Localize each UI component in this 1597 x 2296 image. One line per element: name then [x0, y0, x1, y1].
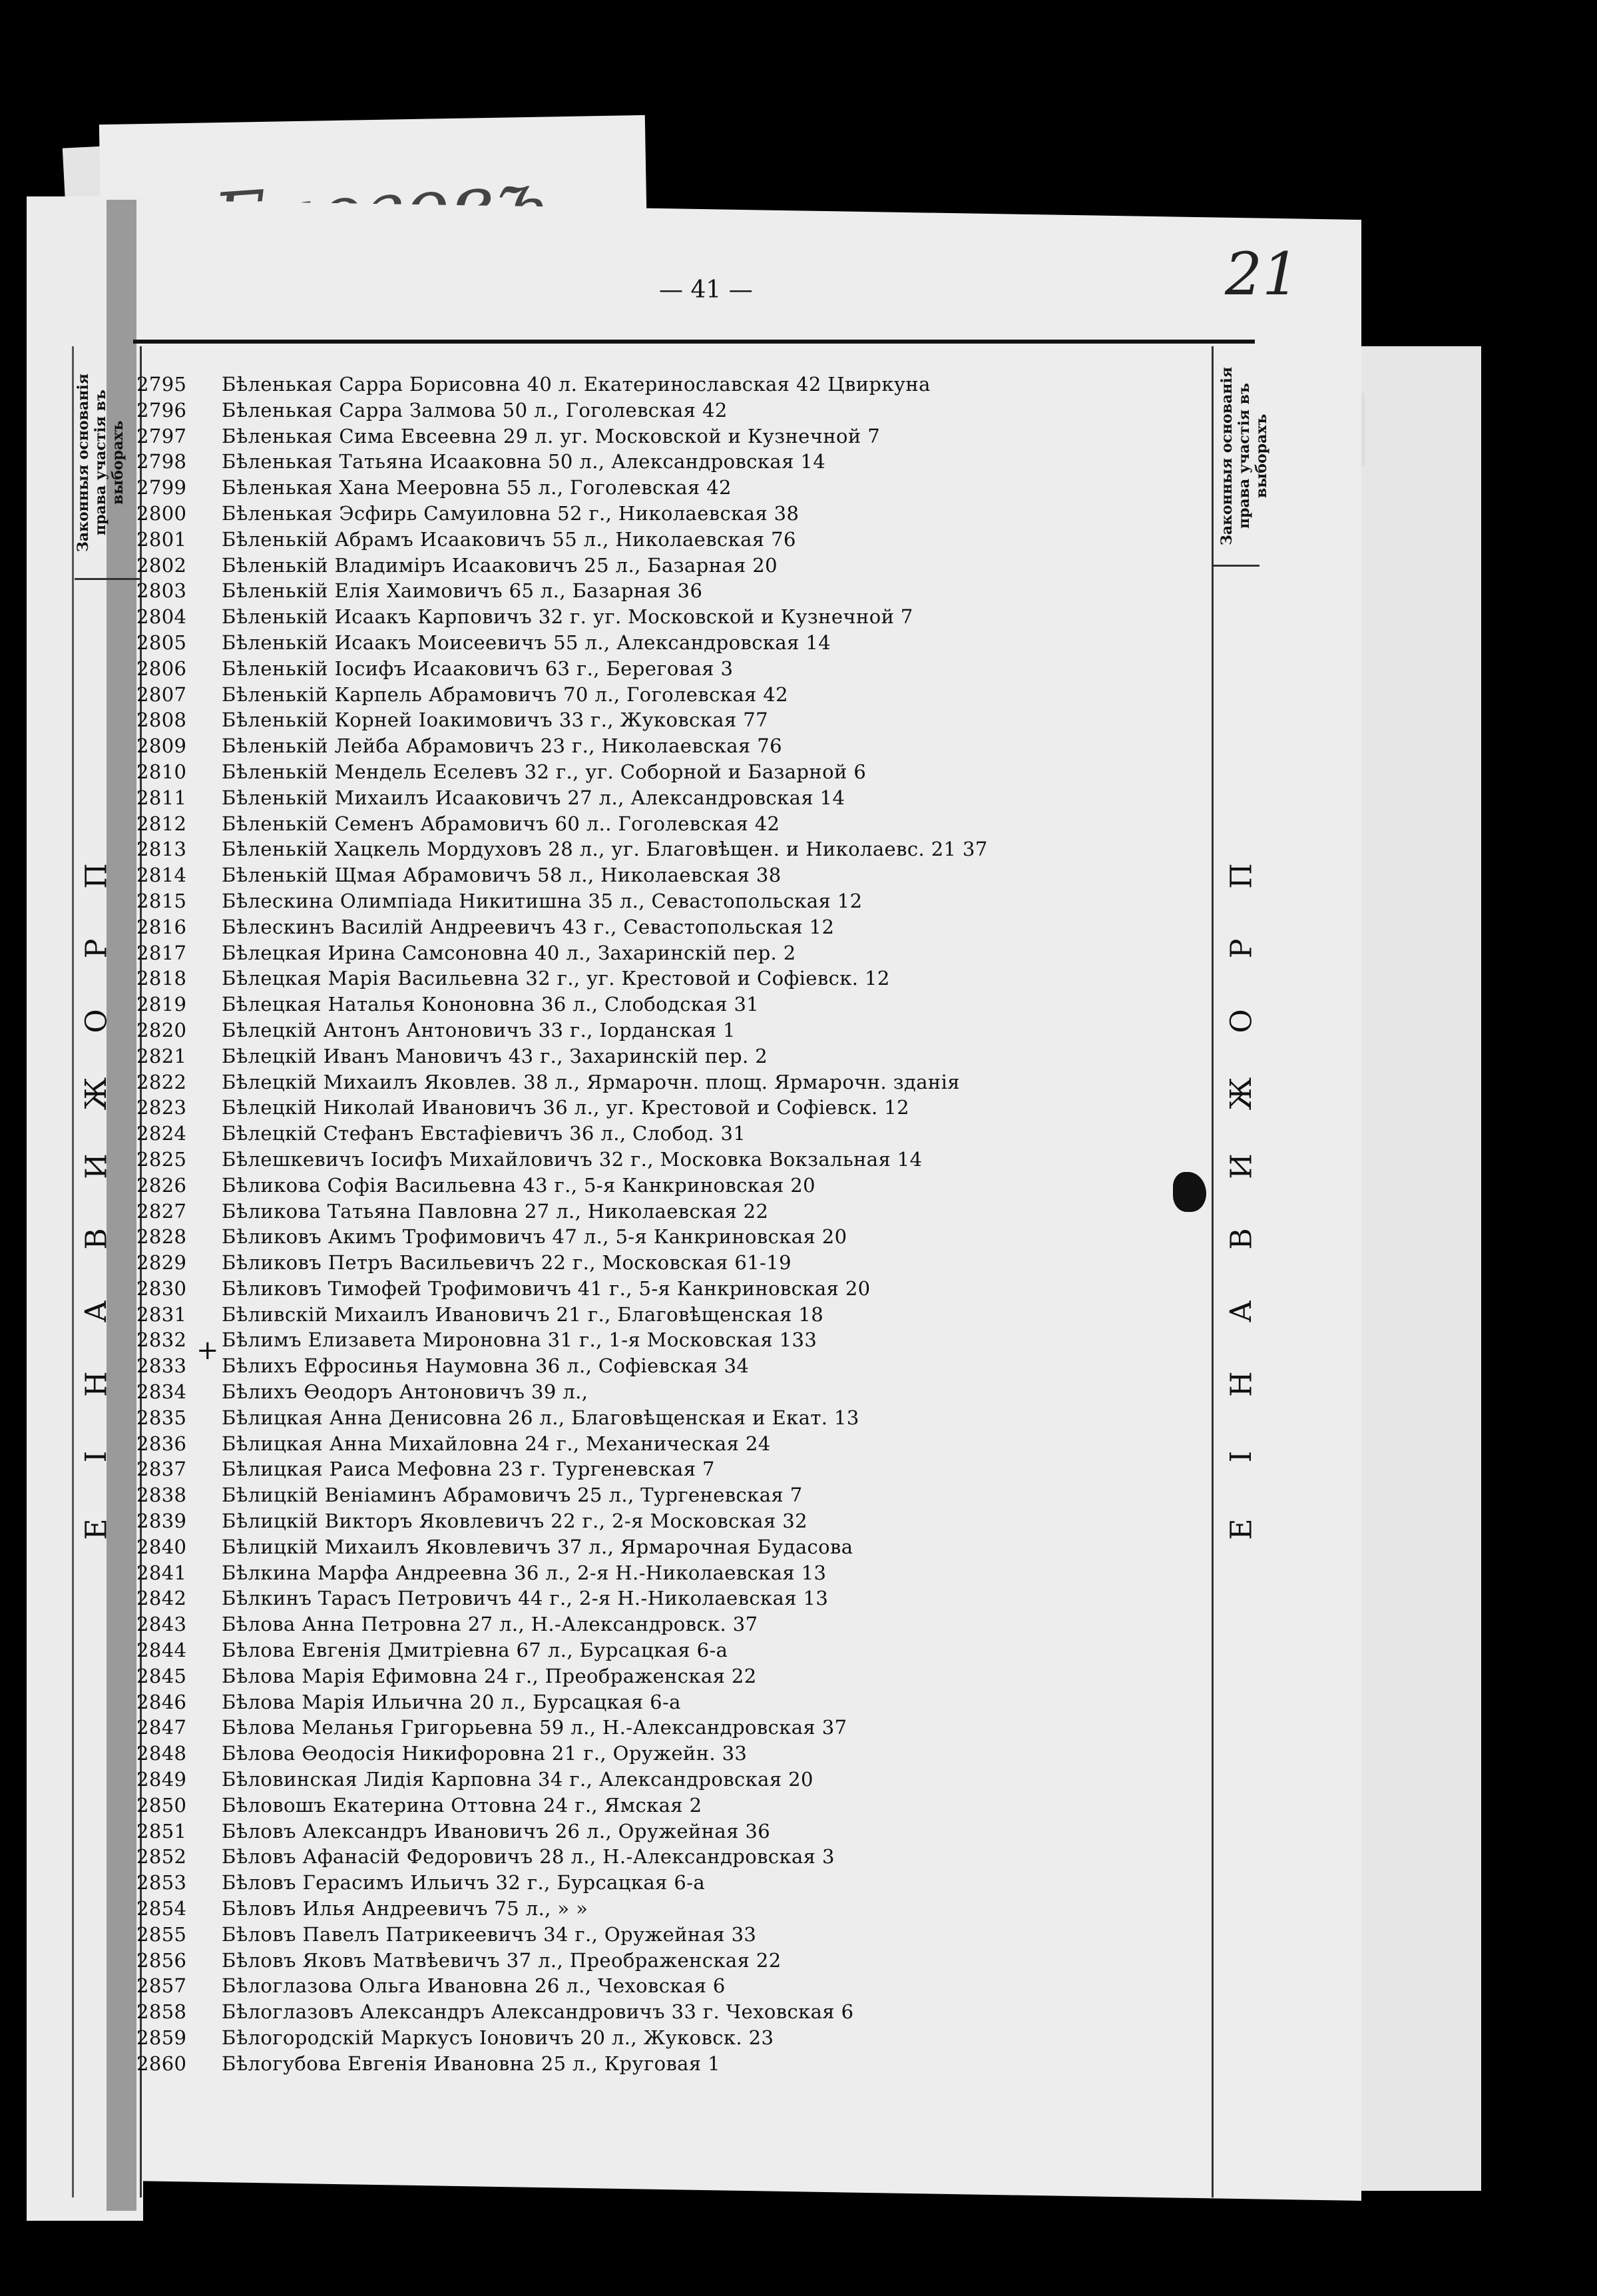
entry-text: Бѣлова Евгенія Дмитріевна 67 л., Бурсацкая 6-а	[222, 1639, 728, 1662]
list-item	[136, 1225, 1228, 1251]
entry-text: Бѣленькая Сарра Борисовна 40 л. Екатеринославская 42 Цвиркуна	[222, 373, 931, 396]
entry-text: Бѣликова Софія Васильевна 43 г., 5-я Канкриновская 20	[222, 1173, 816, 1197]
entry-text: Бѣлескина Олимпіада Никитишна 35 л., Севастопольская 12	[222, 889, 863, 912]
list-item	[136, 993, 1228, 1019]
list-item	[136, 605, 1228, 631]
entry-text: Бѣлецкій Николай Ивановичъ 36 л., уг. Крестовой и Софіевск. 12	[222, 1096, 909, 1119]
entry-number: 2807	[136, 683, 187, 706]
entry-text: Бѣловъ Яковъ Матвѣевичъ 37 л., Преображенская 22	[222, 1948, 782, 1972]
margin-letter: Р	[1224, 938, 1259, 959]
entry-number: 2856	[136, 1948, 187, 1972]
list-item	[136, 1122, 1228, 1148]
entry-number: 2811	[136, 786, 187, 809]
handwritten-folio: 21	[1225, 240, 1299, 308]
list-item	[136, 2026, 1228, 2052]
entry-number: 2849	[136, 1768, 187, 1791]
entry-number: 2804	[136, 605, 187, 629]
entry-number: 2842	[136, 1587, 187, 1610]
entry-text: Бѣликовъ Петръ Васильевичъ 22 г., Московская 61-19	[222, 1251, 792, 1275]
list-item	[136, 1174, 1228, 1200]
entry-text: Бѣлецкая Ирина Самсоновна 40 л., Захаринскій пер. 2	[222, 941, 796, 964]
margin-letter: И	[79, 1153, 114, 1179]
left-margin-header: Законныя основанія права участія въ выборахъ	[75, 374, 126, 552]
entry-text: Бѣливскій Михаилъ Ивановичъ 21 г., Благовѣщенская 18	[222, 1302, 824, 1326]
entry-number: 2802	[136, 553, 187, 577]
entry-number: 2819	[136, 993, 187, 1016]
list-item	[136, 554, 1228, 580]
entry-number: 2852	[136, 1845, 187, 1868]
margin-letter: Н	[1224, 1371, 1259, 1397]
entry-number: 2824	[136, 1122, 187, 1145]
list-item	[136, 1536, 1228, 1562]
margin-letter: А	[79, 1300, 114, 1323]
entry-text: Бѣлицкая Раиса Мефовна 23 г. Тургеневская 7	[222, 1458, 715, 1481]
entry-text: Бѣленькій Корней Іоакимовичъ 33 г., Жуковская 77	[222, 709, 768, 732]
list-item	[136, 1303, 1228, 1329]
entry-number: 2818	[136, 967, 187, 990]
entry-number: 2834	[136, 1380, 187, 1404]
page-number: — 41 —	[659, 276, 753, 304]
entry-text: Бѣлецкій Стефанъ Евстафіевичъ 36 л., Слобод. 31	[222, 1122, 746, 1145]
list-item	[136, 2052, 1228, 2078]
margin-letter: А	[1224, 1300, 1259, 1323]
list-item	[136, 528, 1228, 554]
entry-number: 2837	[136, 1458, 187, 1481]
list-item	[136, 1794, 1228, 1820]
list-item	[136, 1148, 1228, 1174]
list-item	[136, 1923, 1228, 1949]
entry-text: Бѣленькій Михаилъ Исааковичъ 27 л., Александровская 14	[222, 786, 845, 809]
list-item	[136, 1716, 1228, 1742]
list-item	[136, 1484, 1228, 1510]
entry-number: 2816	[136, 915, 187, 938]
list-item	[136, 450, 1228, 476]
header-rule	[133, 340, 1255, 344]
entry-text: Бѣлогородскій Маркусъ Іоновичъ 20 л., Жуковск. 23	[222, 2026, 774, 2049]
entry-text: Бѣлецкій Михаилъ Яковлев. 38 л., Ярмарочн. площ. Ярмарочн. зданія	[222, 1070, 960, 1093]
list-item	[136, 942, 1228, 968]
margin-letter: Ж	[1224, 1077, 1259, 1111]
entry-number: 2859	[136, 2026, 187, 2049]
entry-number: 2795	[136, 373, 187, 396]
margin-letter: В	[1224, 1228, 1259, 1250]
entry-number: 2857	[136, 1974, 187, 1998]
entry-text: Бѣлихъ Ефросинья Наумовна 36 л., Софіевская 34	[222, 1354, 750, 1378]
entry-text: Бѣлова Өеодосія Никифоровна 21 г., Оружейн. 33	[222, 1742, 748, 1765]
entry-number: 2829	[136, 1251, 187, 1275]
margin-letter: О	[1224, 1009, 1259, 1033]
list-item	[136, 1071, 1228, 1097]
entry-text: Бѣловъ Александръ Ивановичъ 26 л., Оружейная 36	[222, 1819, 771, 1843]
list-item	[136, 1510, 1228, 1536]
entry-text: Бѣловинская Лидія Карповна 34 г., Александровская 20	[222, 1768, 813, 1791]
list-item	[136, 476, 1228, 502]
list-item	[136, 399, 1228, 425]
list-item	[136, 579, 1228, 605]
left-header-rule	[75, 578, 140, 580]
list-item	[136, 1587, 1228, 1613]
entry-number: 2828	[136, 1225, 187, 1249]
entry-text: Бѣлецкая Наталья Кононовна 36 л., Слободская 31	[222, 993, 760, 1016]
entry-number: 2796	[136, 398, 187, 422]
entry-text: Бѣлицкая Анна Денисовна 26 л., Благовѣщенская и Екат. 13	[222, 1406, 859, 1429]
entry-number: 2838	[136, 1484, 187, 1507]
entry-text: Бѣлова Марія Ильична 20 л., Бурсацкая 6-а	[222, 1690, 681, 1713]
entry-number: 2833	[136, 1354, 187, 1378]
margin-letter: П	[1224, 863, 1259, 889]
list-item	[136, 1742, 1228, 1768]
list-item	[136, 864, 1228, 890]
entry-text: Бѣлкинъ Тарасъ Петровичъ 44 г., 2-я Н.-Николаевская 13	[222, 1587, 829, 1610]
entry-text: Бѣленькій Іосифъ Исааковичъ 63 г., Береговая 3	[222, 657, 734, 680]
list-item	[136, 1380, 1228, 1406]
entry-number: 2797	[136, 424, 187, 447]
list-item	[136, 1974, 1228, 2000]
entry-text: Бѣлкина Марфа Андреевна 36 л., 2-я Н.-Николаевская 13	[222, 1561, 827, 1584]
margin-letter: І	[1224, 1450, 1259, 1463]
entry-text: Бѣликова Татьяна Павловна 27 л., Николаевская 22	[222, 1199, 769, 1223]
entry-text: Бѣлогубова Евгенія Ивановна 25 л., Круговая 1	[222, 2052, 721, 2075]
entry-text: Бѣленькій Щмая Абрамовичъ 58 л., Николаевская 38	[222, 864, 782, 887]
margin-letter: В	[79, 1228, 114, 1250]
entry-number: 2839	[136, 1510, 187, 1533]
entry-text: Бѣлихъ Өеодоръ Антоновичъ 39 л.,	[222, 1380, 588, 1404]
margin-letter: И	[1224, 1153, 1259, 1179]
entry-number: 2847	[136, 1716, 187, 1739]
list-item	[136, 1639, 1228, 1665]
entry-text: Бѣликовъ Тимофей Трофимовичъ 41 г., 5-я Канкриновская 20	[222, 1277, 871, 1300]
entry-text: Бѣловъ Афанасій Федоровичъ 28 л., Н.-Александровская 3	[222, 1845, 835, 1868]
list-item	[136, 1871, 1228, 1897]
list-item	[136, 425, 1228, 451]
entry-number: 2848	[136, 1742, 187, 1765]
entry-number: 2830	[136, 1277, 187, 1300]
entry-text: Бѣленькая Сима Евсеевна 29 л. уг. Московской и Кузнечной 7	[222, 424, 881, 447]
entry-number: 2803	[136, 579, 187, 603]
margin-letter: Е	[79, 1518, 114, 1540]
entry-number: 2800	[136, 501, 187, 525]
entry-number: 2841	[136, 1561, 187, 1584]
entry-text: Бѣловъ Герасимъ Ильичъ 32 г., Бурсацкая 6-а	[222, 1871, 706, 1894]
entry-text: Бѣликовъ Акимъ Трофимовичъ 47 л., 5-я Канкриновская 20	[222, 1225, 847, 1249]
entry-number: 2809	[136, 734, 187, 758]
entry-number: 2836	[136, 1432, 187, 1455]
list-item	[136, 1251, 1228, 1277]
entry-text: Бѣлицкій Викторъ Яковлевичъ 22 г., 2-я Московская 32	[222, 1510, 807, 1533]
list-item	[136, 1354, 1228, 1380]
list-item	[136, 709, 1228, 734]
list-item	[136, 1406, 1228, 1432]
entry-number: 2806	[136, 657, 187, 680]
margin-letter: Н	[79, 1371, 114, 1397]
entry-number: 2853	[136, 1871, 187, 1894]
list-item	[136, 967, 1228, 993]
list-item	[136, 1845, 1228, 1871]
list-item	[136, 812, 1228, 838]
entry-text: Бѣленькій Семенъ Абрамовичъ 60 л.. Гоголевская 42	[222, 812, 780, 835]
list-item	[136, 890, 1228, 916]
entry-text: Бѣлоглазовъ Александръ Александровичъ 33 г. Чеховская 6	[222, 2000, 854, 2024]
entry-text: Бѣленькая Сарра Залмова 50 л., Гоголевская 42	[222, 398, 728, 422]
entry-number: 2860	[136, 2052, 187, 2075]
entry-text: Бѣлешкевичъ Іосифъ Михайловичъ 32 г., Московка Вокзальная 14	[222, 1147, 923, 1171]
list-item	[136, 734, 1228, 760]
entry-text: Бѣленькій Владиміръ Исааковичъ 25 л., Базарная 20	[222, 553, 778, 577]
entry-number: 2823	[136, 1096, 187, 1119]
left-margin-title	[77, 859, 116, 1585]
list-item	[136, 683, 1228, 709]
list-item	[136, 1096, 1228, 1122]
entry-number: 2808	[136, 709, 187, 732]
right-margin-header: Законныя основанія права участія въ выборахъ	[1218, 367, 1270, 545]
list-item	[136, 916, 1228, 942]
entry-number: 2855	[136, 1922, 187, 1946]
entry-text: Бѣленькій Абрамъ Исааковичъ 55 л., Николаевская 76	[222, 527, 796, 551]
list-item	[136, 1820, 1228, 1846]
list-item	[136, 2000, 1228, 2026]
entry-text: Бѣлескинъ Василій Андреевичъ 43 г., Севастопольская 12	[222, 915, 835, 938]
list-item	[136, 786, 1228, 812]
entry-number: 2812	[136, 812, 187, 835]
list-item	[136, 1768, 1228, 1794]
entry-number: 2822	[136, 1070, 187, 1093]
entry-number: 2810	[136, 760, 187, 783]
list-item	[136, 1949, 1228, 1975]
entry-number: 2832	[136, 1328, 187, 1352]
entry-number: 2845	[136, 1664, 187, 1687]
entry-text: Бѣленькая Хана Мееровна 55 л., Гоголевская 42	[222, 476, 732, 499]
margin-letter: Ж	[79, 1077, 114, 1111]
plus-mark: +	[196, 1335, 219, 1366]
entry-number: 2801	[136, 527, 187, 551]
entry-number: 2854	[136, 1897, 187, 1920]
entry-text: Бѣлова Меланья Григорьевна 59 л., Н.-Александровская 37	[222, 1716, 847, 1739]
entry-number: 2814	[136, 864, 187, 887]
list-item	[136, 1019, 1228, 1045]
list-item	[136, 1613, 1228, 1639]
entry-text: Бѣлицкій Михаилъ Яковлевичъ 37 л., Ярмарочная Будасова	[222, 1535, 853, 1558]
entry-number: 2827	[136, 1199, 187, 1223]
entry-text: Бѣловъ Илья Андреевичъ 75 л., » »	[222, 1897, 588, 1920]
entry-text: Бѣленькій Лейба Абрамовичъ 23 г., Николаевская 76	[222, 734, 782, 758]
entry-text: Бѣлецкій Иванъ Мановичъ 43 г., Захаринскій пер. 2	[222, 1044, 768, 1067]
entry-text: Бѣлицкій Веніаминъ Абрамовичъ 25 л., Тургеневская 7	[222, 1484, 803, 1507]
entry-text: Бѣлецкая Марія Васильевна 32 г., уг. Крестовой и Софіевск. 12	[222, 967, 890, 990]
entry-text: Бѣленькій Мендель Еселевъ 32 г., уг. Соборной и Базарной 6	[222, 760, 867, 783]
list-item	[136, 1665, 1228, 1691]
entry-number: 2825	[136, 1147, 187, 1171]
entry-number: 2821	[136, 1044, 187, 1067]
list-item	[136, 373, 1228, 399]
list-item	[136, 631, 1228, 657]
margin-letter: Р	[79, 938, 114, 959]
list-item	[136, 657, 1228, 683]
margin-letter: І	[79, 1450, 114, 1463]
entry-number: 2858	[136, 2000, 187, 2024]
entry-text: Бѣленькая Татьяна Исааковна 50 л., Александровская 14	[222, 450, 826, 473]
list-item	[136, 760, 1228, 786]
list-item	[136, 1277, 1228, 1303]
list-item	[136, 1897, 1228, 1923]
list-item	[136, 1045, 1228, 1071]
entry-number: 2851	[136, 1819, 187, 1843]
margin-letter: Е	[1224, 1518, 1259, 1540]
entry-number: 2799	[136, 476, 187, 499]
entry-text: Бѣлова Анна Петровна 27 л., Н.-Александровск. 37	[222, 1613, 758, 1636]
entry-text: Бѣлоглазова Ольга Ивановна 26 л., Чеховская 6	[222, 1974, 726, 1998]
list-item	[136, 1200, 1228, 1226]
entry-number: 2835	[136, 1406, 187, 1429]
list-item	[136, 1458, 1228, 1484]
left-margin-line	[72, 346, 74, 2197]
margin-letter: О	[79, 1009, 114, 1033]
entry-text: Бѣленькій Елія Хаимовичъ 65 л., Базарная 36	[222, 579, 703, 603]
list-item	[136, 1328, 1228, 1354]
entry-text: Бѣлимъ Елизавета Мироновна 31 г., 1-я Московская 133	[222, 1328, 817, 1352]
list-item	[136, 1691, 1228, 1717]
entry-number: 2844	[136, 1639, 187, 1662]
entry-number: 2831	[136, 1302, 187, 1326]
entry-number: 2815	[136, 889, 187, 912]
entry-number: 2798	[136, 450, 187, 473]
entry-number: 2826	[136, 1173, 187, 1197]
entry-text: Бѣловошъ Екатерина Оттовна 24 г., Ямская 2	[222, 1793, 702, 1817]
entry-text: Бѣленькій Карпель Абрамовичъ 70 л., Гоголевская 42	[222, 683, 788, 706]
list-item	[136, 1432, 1228, 1458]
entry-number: 2820	[136, 1018, 187, 1041]
entry-text: Бѣлицкая Анна Михайловна 24 г., Механическая 24	[222, 1432, 771, 1455]
entry-number: 2805	[136, 631, 187, 654]
entry-number: 2817	[136, 941, 187, 964]
list-item	[136, 502, 1228, 528]
entry-number: 2840	[136, 1535, 187, 1558]
margin-letter: П	[79, 863, 114, 889]
voter-list	[136, 373, 1228, 2078]
list-item	[136, 838, 1228, 864]
entry-number: 2846	[136, 1690, 187, 1713]
entry-number: 2843	[136, 1613, 187, 1636]
entry-number: 2813	[136, 838, 187, 861]
entry-text: Бѣловъ Павелъ Патрикеевичъ 34 г., Оружейная 33	[222, 1922, 757, 1946]
entry-text: Бѣленькая Эсфирь Самуиловна 52 г., Николаевская 38	[222, 501, 799, 525]
list-item	[136, 1562, 1228, 1587]
entry-text: Бѣленькій Исаакъ Карповичъ 32 г. уг. Московской и Кузнечной 7	[222, 605, 913, 629]
entry-number: 2850	[136, 1793, 187, 1817]
entry-text: Бѣленькій Хацкель Мордуховъ 28 л., уг. Благовѣщен. и Николаевс. 21 37	[222, 838, 988, 861]
entry-text: Бѣлова Марія Ефимовна 24 г., Преображенская 22	[222, 1664, 757, 1687]
entry-text: Бѣлецкій Антонъ Антоновичъ 33 г., Іорданская 1	[222, 1018, 736, 1041]
entry-text: Бѣленькій Исаакъ Моисеевичъ 55 л., Александровская 14	[222, 631, 831, 654]
